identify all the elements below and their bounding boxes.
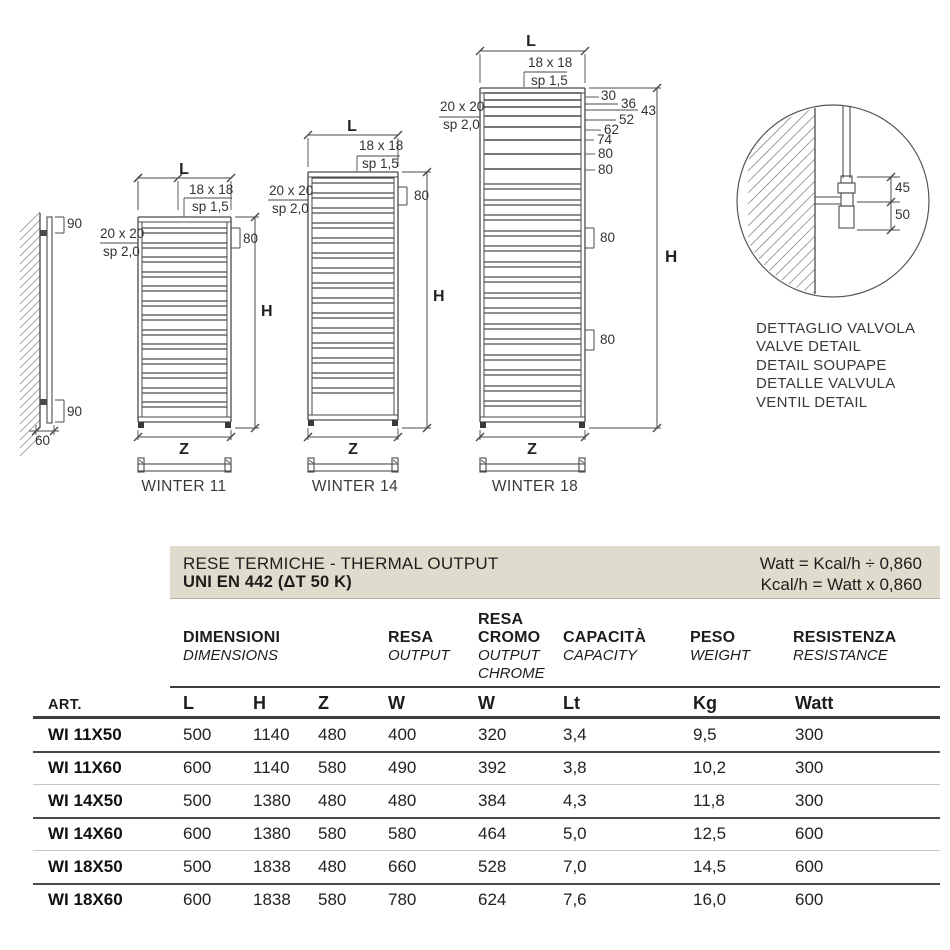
valve-caption-it: DETTAGLIO VALVOLA xyxy=(756,320,916,337)
w11-dim-80: 80 xyxy=(243,231,259,246)
w14-dim-l: L xyxy=(347,118,357,135)
col-group-capacita: CAPACITÀ xyxy=(563,629,647,646)
w18-chain-52: 52 xyxy=(619,112,635,127)
row-art: WI 14X60 xyxy=(48,824,123,843)
col-group-dimensioni: DIMENSIONI xyxy=(183,629,281,646)
w14-tube-top-sp: sp 1,5 xyxy=(362,156,399,171)
w18-chain-62: 62 xyxy=(604,122,620,137)
band-formula-2: Kcal/h = Watt x 0,860 xyxy=(760,575,922,594)
w18-tube-top-sp: sp 1,5 xyxy=(531,73,568,88)
table-row-wi11x60: WI 11X60 600 1140 580 490 392 3,8 10,2 300 xyxy=(33,751,940,785)
w18-dim-l: L xyxy=(526,33,536,50)
w11-name: WINTER 11 xyxy=(141,478,227,495)
w18-chain-74: 74 xyxy=(597,132,613,147)
table-row-wi18x50: WI 18X50 500 1838 480 660 528 7,0 14,5 600 xyxy=(33,850,940,885)
w18-tube-top: 18 x 18 xyxy=(528,55,573,70)
unit-h: H xyxy=(253,693,266,713)
w18-dim-h: H xyxy=(665,247,678,266)
unit-lt: Lt xyxy=(563,693,580,713)
unit-z: Z xyxy=(318,693,329,713)
unit-kg: Kg xyxy=(693,693,717,713)
w14-dim-z: Z xyxy=(348,441,358,458)
col-group-output-chrome-en: OUTPUT CHROME xyxy=(478,647,545,682)
w11-tube-side: 20 x 20 xyxy=(100,226,145,241)
row-art: WI 11X50 xyxy=(48,725,122,744)
band-formula-1: Watt = Kcal/h ÷ 0,860 xyxy=(759,554,922,573)
unit-w-output: W xyxy=(388,693,405,713)
valve-dim-50: 50 xyxy=(895,207,911,222)
sideview-dim-top: 90 xyxy=(67,216,83,231)
sideview-dim-depth: 60 xyxy=(35,433,51,448)
w18-chain-80b: 80 xyxy=(598,162,614,177)
unit-w-chrome: W xyxy=(478,693,495,713)
w18-chain-30: 30 xyxy=(601,88,617,103)
table-row-wi18x60: WI 18X60 600 1838 580 780 624 7,6 16,0 600 xyxy=(33,883,940,916)
w14-tube-side: 20 x 20 xyxy=(269,183,314,198)
w11-dim-z: Z xyxy=(179,441,189,458)
row-art: WI 14X50 xyxy=(48,791,123,810)
unit-watt: Watt xyxy=(795,693,834,713)
w14-tube-side-sp: sp 2,0 xyxy=(272,201,309,216)
w14-dim-80: 80 xyxy=(414,188,430,203)
col-group-dimensions-en: DIMENSIONS xyxy=(183,647,279,664)
w11-dim-l: L xyxy=(179,161,189,178)
table-row-wi14x50: WI 14X50 500 1380 480 480 384 4,3 11,8 300 xyxy=(33,784,940,819)
col-group-peso: PESO xyxy=(690,629,736,646)
row-art: WI 11X60 xyxy=(48,758,122,777)
table-row-wi14x60: WI 14X60 600 1380 580 580 464 5,0 12,5 600 xyxy=(33,817,940,851)
valve-caption-en: VALVE DETAIL xyxy=(756,338,862,355)
col-group-capacity-en: CAPACITY xyxy=(563,647,637,664)
table-row-wi11x50: WI 11X50 500 1140 480 400 320 3,4 9,5 300 xyxy=(33,718,940,753)
unit-l: L xyxy=(183,693,194,713)
col-group-weight-en: WEIGHT xyxy=(690,647,750,664)
w18-tube-side-sp: sp 2,0 xyxy=(443,117,480,132)
w11-tube-top: 18 x 18 xyxy=(189,182,234,197)
rule-above-units xyxy=(170,686,940,688)
w18-dim-80-mid1: 80 xyxy=(600,230,616,245)
w14-dim-h: H xyxy=(433,288,445,305)
valve-caption-de: VENTIL DETAIL xyxy=(756,394,868,411)
w11-tube-side-sp: sp 2,0 xyxy=(103,244,140,259)
w18-tube-side: 20 x 20 xyxy=(440,99,485,114)
w18-chain-80a: 80 xyxy=(598,146,614,161)
w14-tube-top: 18 x 18 xyxy=(359,138,404,153)
col-group-resa: RESA xyxy=(388,629,434,646)
w18-name: WINTER 18 xyxy=(491,478,579,495)
unit-art: ART. xyxy=(48,697,82,713)
band-subtitle: UNI EN 442 (ΔT 50 K) xyxy=(183,573,352,591)
thermal-output-band xyxy=(170,546,940,599)
w18-chain-43: 43 xyxy=(641,103,657,118)
valve-caption-es: DETALLE VALVULA xyxy=(756,375,896,392)
col-group-output-en: OUTPUT xyxy=(388,647,450,664)
w18-chain-36: 36 xyxy=(621,96,637,111)
w14-name: WINTER 14 xyxy=(311,478,399,495)
valve-dim-45: 45 xyxy=(895,180,911,195)
w11-tube-top-sp: sp 1,5 xyxy=(192,199,229,214)
w18-dim-80-mid2: 80 xyxy=(600,332,616,347)
valve-caption-fr: DETAIL SOUPAPE xyxy=(756,357,887,374)
col-group-resa-cromo: RESA CROMO xyxy=(478,611,541,646)
col-group-resistenza: RESISTENZA xyxy=(793,629,897,646)
row-art: WI 18X50 xyxy=(48,857,123,876)
band-title: RESE TERMICHE - THERMAL OUTPUT xyxy=(183,554,499,573)
row-art: WI 18X60 xyxy=(48,890,123,909)
col-group-resistance-en: RESISTANCE xyxy=(793,647,888,664)
sideview-dim-bottom: 90 xyxy=(67,404,83,419)
w11-dim-h: H xyxy=(261,303,273,320)
w18-dim-z: Z xyxy=(527,441,537,458)
